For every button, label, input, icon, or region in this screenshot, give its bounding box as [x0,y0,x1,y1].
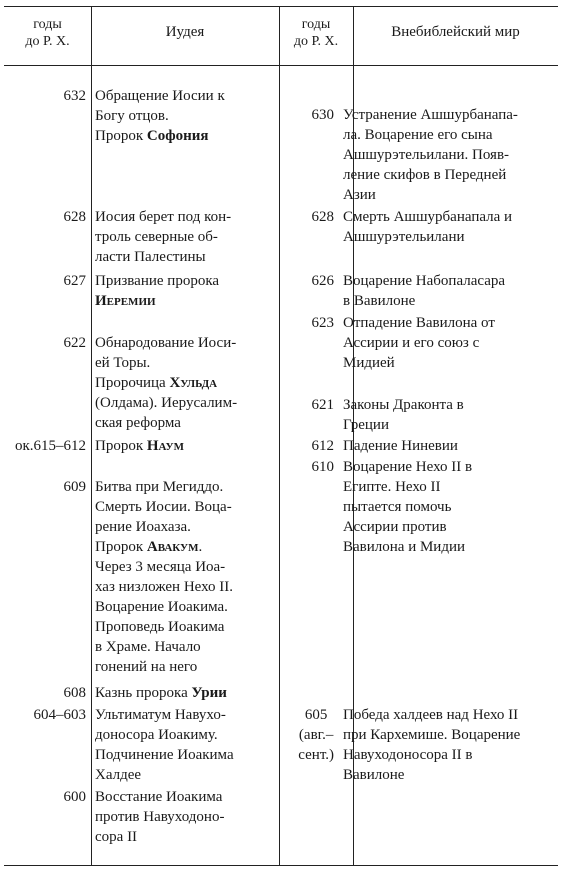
entry-year [64,86,87,106]
judea-entry [33,705,234,785]
entry-year [312,395,335,415]
entry-line: ская реформа [95,415,181,431]
prophet-name: Авакум [146,539,199,555]
entry-line: ление скифов в Передней [343,167,507,183]
entry-year [312,271,335,291]
entry-line: Через 3 месяца Иоа- [95,559,226,575]
entry-line: доносора Иоакиму. [95,727,218,743]
header-divider [4,65,558,66]
entry-line: против Навуходоно- [95,809,225,825]
entry-line [95,126,225,146]
judea-entry [63,271,220,311]
entry-line: Ассирии и его союз с [343,335,480,351]
entry-text: Пророк [95,438,147,454]
entry-text: Пророк [95,539,147,555]
entry-year [34,705,87,725]
judea-entry [63,683,227,703]
header-text: годы [301,17,331,32]
year-text: 612 [311,438,334,454]
entry-line: Ашшурэтельилани. Появ- [343,147,510,163]
entry-year [64,683,87,703]
entry-line: (Олдама). Иерусалим- [95,395,238,411]
header-text: до Р. Х. [25,34,70,49]
year-text: 632 [63,88,86,104]
entry-line: ласти Палестины [95,249,206,265]
entry-line: рение Иоахаза. [95,519,191,535]
entry-text: Пророк [95,128,147,144]
entry-line: Вавилона и Мидии [343,539,466,555]
entry-line: Ашшурэтельилани [343,229,465,245]
entry-line: Азии [343,187,376,203]
entry-line: ей Торы. [95,355,151,371]
entry-line: при Кархемише. Воцарение [343,727,521,743]
entry-line: Воцарение Иоакима. [95,599,228,615]
entry-text: Казнь пророка [95,685,192,701]
entry-line: Обращение Иосии к [95,88,225,104]
header-text: годы [33,17,62,32]
entry-line: Иосия берет под кон- [95,209,232,225]
entry-year [64,477,87,497]
world-entry [311,395,464,435]
prophet-name: Наум [146,438,184,454]
year-text: (авг.– [298,727,334,743]
world-entry [311,457,473,557]
entry-line: Навуходоносора II в [343,747,473,763]
entry-line: Победа халдеев над Нехо II [343,707,519,723]
entry-line: сора II [95,829,138,845]
entry-line: Подчинение Иоакима [95,747,234,763]
entry-year [312,436,335,456]
prophet-name: Софония [146,128,209,144]
world-entry [311,313,495,373]
entry-line: Вавилоне [343,767,405,783]
year-text: 621 [311,397,334,413]
entry-line: Смерть Ашшурбанапала и [343,209,513,225]
prophet-name: Урии [191,685,227,701]
entry-line: гонений на него [95,659,198,675]
header-right-years [279,16,353,50]
entry-year [298,705,334,765]
entry-line: Законы Драконта в [343,397,464,413]
judea-entry [63,86,225,146]
entry-year [64,333,87,353]
entry-line: Ассирии против [343,519,447,535]
entry-line: пытается помочь [343,499,452,515]
year-text: 623 [311,315,334,331]
year-text: 626 [311,273,334,289]
entry-line [95,537,233,557]
prophet-name: Хульда [169,375,218,391]
year-text: 604–603 [33,707,86,723]
entry-line: Битва при Мегиддо. [95,479,224,495]
entry-line: Греции [343,417,389,433]
year-text: 610 [311,459,334,475]
year-text: 628 [63,209,86,225]
entry-line: Египте. Нехо II [343,479,441,495]
entry-line: ла. Воцарение его сына [343,127,493,143]
header-left-years [4,16,91,50]
header-judea: Иудея [165,24,205,40]
world-entry [311,271,506,311]
year-text: ок.615–612 [14,438,86,454]
entry-line: Смерть Иосии. Воца- [95,499,232,515]
column-divider [279,7,280,865]
entry-line: Устранение Ашшурбанапа- [343,107,518,123]
entry-line: хаз низложен Нехо II. [95,579,234,595]
entry-line: Восстание Иоакима [95,789,223,805]
year-text: 622 [63,335,86,351]
year-text: 628 [311,209,334,225]
entry-year [64,207,87,227]
entry-year [312,105,335,125]
prophet-name: Иеремии [95,293,156,309]
entry-line: в Храме. Начало [95,639,201,655]
entry-line [95,683,227,703]
entry-year [312,457,335,477]
entry-line: Призвание пророка [95,273,220,289]
entry-text: Пророчица [95,375,170,391]
entry-line: в Вавилоне [343,293,416,309]
entry-line: Воцарение Нехо II в [343,459,473,475]
entry-year [64,787,87,807]
header-world: Внебиблейский мир [391,24,520,40]
column-divider [91,7,92,865]
entry-line: Воцарение Набопаласара [343,273,506,289]
entry-year [15,436,86,456]
entry-line: троль северные об- [95,229,218,245]
entry-year [312,207,335,227]
entry-line: Халдее [95,767,142,783]
year-text: 605 [304,707,328,723]
entry-line [95,373,237,393]
entry-line: Обнародование Иоси- [95,335,237,351]
chronology-table [4,6,558,866]
entry-line: Богу отцов. [95,108,169,124]
entry-year [64,271,87,291]
entry-line [95,436,184,456]
year-text: 609 [63,479,86,495]
year-text: 608 [63,685,86,701]
judea-entry [63,477,234,677]
world-entry [298,705,521,785]
entry-line: Отпадение Вавилона от [343,315,495,331]
entry-text: . [198,539,203,555]
year-text: 627 [63,273,86,289]
judea-entry [63,333,238,433]
year-text: 600 [63,789,86,805]
entry-line: Ультиматум Навухо- [95,707,226,723]
entry-line: Мидией [343,355,395,371]
judea-entry [14,436,184,456]
world-entry [311,207,513,247]
judea-entry [63,787,225,847]
entry-line [95,291,219,311]
world-entry [311,105,518,205]
year-text: сент.) [298,747,334,763]
entry-line: Проповедь Иоакима [95,619,225,635]
world-entry [311,436,458,456]
judea-entry [63,207,232,267]
year-text: 630 [311,107,334,123]
header-text: до Р. Х. [293,34,339,49]
entry-year [312,313,335,333]
entry-line: Падение Ниневии [343,438,458,454]
